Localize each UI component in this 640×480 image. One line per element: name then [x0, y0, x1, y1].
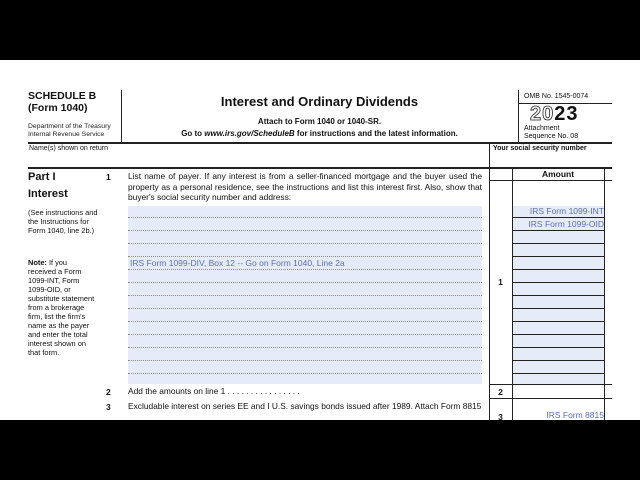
line-3-col-number: 3 [498, 412, 503, 420]
tax-year-bold: 23 [554, 103, 579, 125]
note-bold: Note: [28, 258, 47, 267]
amount-row [512, 321, 604, 322]
ssn-divider [489, 142, 490, 168]
payer-row [128, 269, 482, 270]
amount-col-right [604, 167, 605, 420]
line-2-bottom-rule [489, 398, 612, 399]
line-1-col-number: 1 [498, 277, 503, 287]
amount-row [512, 334, 604, 335]
payer-row [128, 256, 482, 257]
line-3-text: Excludable interest on series EE and I U.S. savings bonds issued after 1989. Attach Form 8815 [128, 401, 482, 411]
ssn-field[interactable] [493, 154, 610, 166]
payer-row [128, 230, 482, 231]
schedule-label: SCHEDULE B [28, 90, 97, 102]
tax-year [530, 103, 579, 126]
amount-row [512, 256, 604, 257]
payer-row [128, 360, 482, 361]
amount-row [512, 282, 604, 283]
goto-suffix: for instructions and the latest information. [294, 129, 458, 138]
goto-prefix: Go to [181, 129, 205, 138]
payer-row [128, 295, 482, 296]
names-label: Name(s) shown on return [29, 145, 108, 152]
side-note-1099 [28, 258, 96, 357]
tax-year-outline: 20 [530, 103, 555, 125]
payer-row [128, 373, 482, 374]
amount-row [512, 360, 604, 361]
attachment-label: Attachment [524, 125, 560, 132]
amount-row [512, 295, 604, 296]
linenum-col-left [489, 167, 490, 420]
amount-row [512, 373, 604, 374]
note-text: If you received a Form 1099-INT, Form 1099-OID, or substitute statement from a brokerage firm, list the firm's name as the payer and enter the total interest shown on that form. [28, 258, 95, 357]
header-bottom-rule [28, 142, 612, 144]
attach-instruction: Attach to Form 1040 or 1040-SR. [257, 117, 382, 126]
part-number: Part I [28, 171, 56, 183]
irs-label: Internal Revenue Service [28, 131, 105, 138]
schedule-b-form [0, 60, 640, 420]
form-label: (Form 1040) [28, 102, 88, 114]
payer-entry[interactable]: IRS Form 1099-DIV, Box 12 -- Go on Form 1040, Line 2a [130, 258, 345, 268]
line-3-number: 3 [106, 402, 111, 412]
form-title: Interest and Ordinary Dividends [220, 94, 419, 109]
part-title: Interest [28, 188, 68, 200]
amount-row [512, 347, 604, 348]
amount-row [512, 243, 604, 244]
omb-number: OMB No. 1545-0074 [524, 93, 589, 100]
amount-row [512, 269, 604, 270]
line-1-number: 1 [106, 172, 111, 182]
line-2-text: Add the amounts on line 1 . . . . . . . . . . . . . . . . [128, 386, 300, 396]
line-1-text: List name of payer. If any interest is from a seller-financed mortgage and the buyer used the property as a personal residence, see the instructions and list this interest first. Also, show that buyer's social security number and address: [128, 171, 482, 202]
payer-row [128, 347, 482, 348]
amount-header-rule [489, 180, 612, 181]
amount-row [512, 230, 604, 231]
names-field[interactable] [29, 153, 487, 165]
payer-row [128, 334, 482, 335]
payer-row [128, 282, 482, 283]
side-note-instructions: (See instructions and the Instructions for Form 1040, line 2b.) [28, 208, 98, 235]
payer-row [128, 321, 482, 322]
ssn-label: Your social security number [493, 145, 587, 152]
amount-entry[interactable]: IRS Form 1099-OID [528, 219, 604, 229]
amount-header: Amount [541, 169, 575, 179]
line-2-number: 2 [106, 387, 111, 397]
amount-row [512, 308, 604, 309]
schedule-b-link[interactable]: www.irs.gov/ScheduleB [204, 129, 295, 138]
header-divider-right [518, 90, 519, 142]
amount-entry[interactable]: IRS Form 1099-INT [529, 206, 604, 216]
amount-row [512, 217, 604, 218]
line-3-amount[interactable]: IRS Form 8815 [546, 410, 604, 420]
goto-instruction [121, 129, 518, 138]
payer-row [128, 308, 482, 309]
payer-row [128, 243, 482, 244]
department-label: Department of the Treasury [28, 123, 111, 130]
line-2-amount-field[interactable] [513, 385, 604, 397]
sequence-number: Sequence No. 08 [524, 133, 579, 140]
payer-row [128, 217, 482, 218]
line-2-col-number: 2 [498, 387, 503, 397]
